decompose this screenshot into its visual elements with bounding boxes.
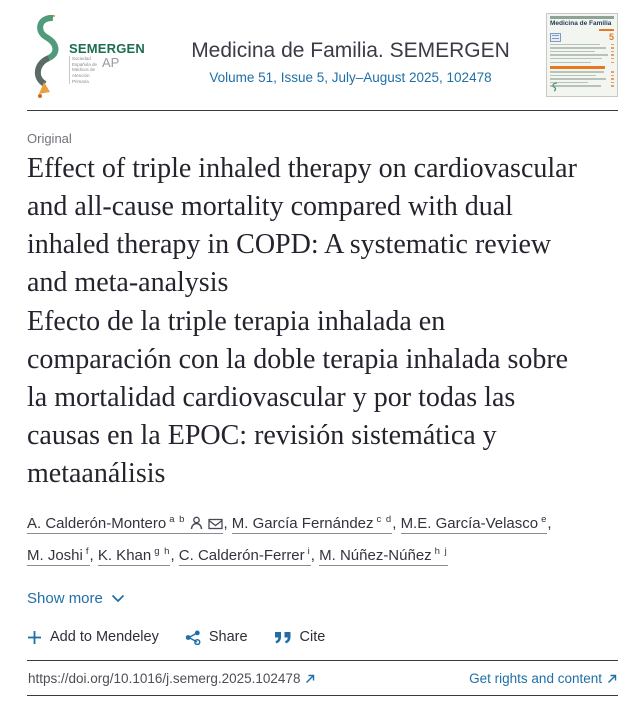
- author-affiliation-sup: h j: [434, 546, 448, 557]
- action-bar: [27, 629, 618, 645]
- author-name: M.E. García-Velasco: [400, 515, 539, 532]
- author-name: C. Calderón-Ferrer: [178, 547, 305, 564]
- author-link[interactable]: [232, 515, 392, 534]
- cite-label: Cite: [299, 629, 326, 645]
- author-affiliation-sup: a b: [169, 514, 186, 525]
- cover-toc-line: [550, 71, 614, 72]
- share-icon: [185, 630, 201, 645]
- author-link[interactable]: [179, 547, 311, 566]
- cover-meta-row: [550, 33, 614, 42]
- add-to-mendeley-button[interactable]: [27, 629, 159, 645]
- author-affiliation-sup: c d: [376, 514, 393, 525]
- author-name: A. Calderón-Montero: [27, 515, 167, 532]
- article-category-label: Original: [27, 131, 72, 146]
- journal-header: [27, 0, 618, 100]
- author-link[interactable]: [98, 547, 171, 566]
- author-link[interactable]: [401, 515, 548, 534]
- author-link[interactable]: [27, 515, 223, 534]
- doi-link[interactable]: [28, 671, 315, 686]
- get-rights-link[interactable]: [469, 671, 617, 686]
- semergen-logo-sub: [69, 56, 145, 84]
- author-link[interactable]: [319, 547, 448, 566]
- semergen-logo-acronym: SEMERGEN: [69, 41, 146, 56]
- cover-toc-line: [550, 54, 614, 55]
- cover-toc-line: [550, 78, 614, 79]
- cover-head: [550, 21, 614, 28]
- doi-row: [27, 661, 618, 695]
- volume-issue-link[interactable]: Volume 51, Issue 5, July–August 2025, 102478: [209, 70, 492, 86]
- cover-index-box: [550, 33, 561, 42]
- cover-issue-number: 5: [608, 31, 614, 42]
- author-name: M. García Fernández: [231, 515, 374, 532]
- author-link[interactable]: [27, 547, 90, 566]
- semergen-logo-tagline: Sociedad Española de Médicos de Atención Primaria: [69, 56, 101, 84]
- author-name: K. Khan: [97, 547, 152, 564]
- article-title-english: Effect of triple inhaled therapy on cardiovascular and all-cause mortality compared with dual inhaled therapy in COPD: A systematic review and meta-analysis: [27, 153, 577, 298]
- cite-button[interactable]: [274, 629, 326, 645]
- cover-toc-line: [550, 47, 614, 48]
- semergen-ribbon-icon: [25, 12, 69, 98]
- external-link-arrow-icon: [305, 674, 315, 684]
- cover-toc-line: [550, 44, 614, 45]
- cover-toc-line: [550, 85, 614, 86]
- journal-masthead: [155, 12, 546, 85]
- author-separator: ,: [223, 515, 232, 532]
- semergen-logo: [25, 12, 155, 98]
- author-profile-icon: [190, 516, 203, 530]
- semergen-logo-text: [69, 12, 145, 98]
- author-separator: ,: [89, 547, 98, 564]
- quote-cite-icon: [274, 631, 292, 644]
- article-title-spanish: Efecto de la triple terapia inhalada en comparación con la doble terapia inhalada sobre la mortalidad cardiovascular y por todas las causas en la EPOC: revisión sistemática y metaanálisis: [27, 306, 569, 489]
- author-list: [27, 506, 612, 570]
- chevron-down-icon: [111, 594, 125, 603]
- cover-accent-bar: [599, 29, 614, 31]
- semergen-logo-ap: AP: [102, 55, 120, 70]
- cover-journal-title: Medicina de Familia: [550, 20, 612, 27]
- author-separator: ,: [392, 515, 401, 532]
- cover-toc-lines: [550, 44, 614, 87]
- cover-toc-line: [550, 82, 614, 83]
- share-label: Share: [208, 629, 248, 645]
- journal-title-link[interactable]: Medicina de Familia. SEMERGEN: [191, 39, 510, 62]
- author-affiliation-sup: e: [541, 514, 548, 525]
- cover-top-band: [550, 16, 614, 19]
- author-affiliation-sup: i: [307, 546, 311, 557]
- cover-toc-line: [550, 58, 614, 59]
- author-name: M. Joshi: [27, 547, 83, 564]
- plus-icon: [27, 630, 42, 645]
- author-name: M. Núñez-Núñez: [319, 547, 432, 564]
- cover-toc-highlight-line: [550, 66, 614, 69]
- author-affiliation-sup: f: [85, 546, 90, 557]
- show-more-button[interactable]: [27, 590, 125, 607]
- share-button[interactable]: [185, 629, 248, 645]
- author-separator: ,: [170, 547, 179, 564]
- corresponding-author-envelope-icon: [208, 518, 223, 530]
- get-rights-label: Get rights and content: [469, 671, 602, 686]
- doi-text: https://doi.org/10.1016/j.semerg.2025.102478: [28, 671, 301, 686]
- cover-toc-line: [550, 51, 614, 52]
- external-link-arrow-icon: [607, 674, 617, 684]
- author-affiliation-sup: g h: [154, 546, 171, 557]
- add-to-mendeley-label: Add to Mendeley: [50, 629, 159, 645]
- author-separator: ,: [310, 547, 320, 564]
- show-more-label: Show more: [27, 590, 103, 607]
- journal-cover-thumbnail[interactable]: [546, 13, 618, 97]
- article-titles: [27, 150, 618, 493]
- cover-toc-line: [550, 62, 614, 63]
- author-separator: ,: [547, 515, 552, 532]
- cover-toc-line: [550, 75, 614, 76]
- cover-logo-mark-icon: [551, 82, 559, 93]
- header-divider: [27, 110, 618, 111]
- footer-divider-bottom: [27, 695, 618, 696]
